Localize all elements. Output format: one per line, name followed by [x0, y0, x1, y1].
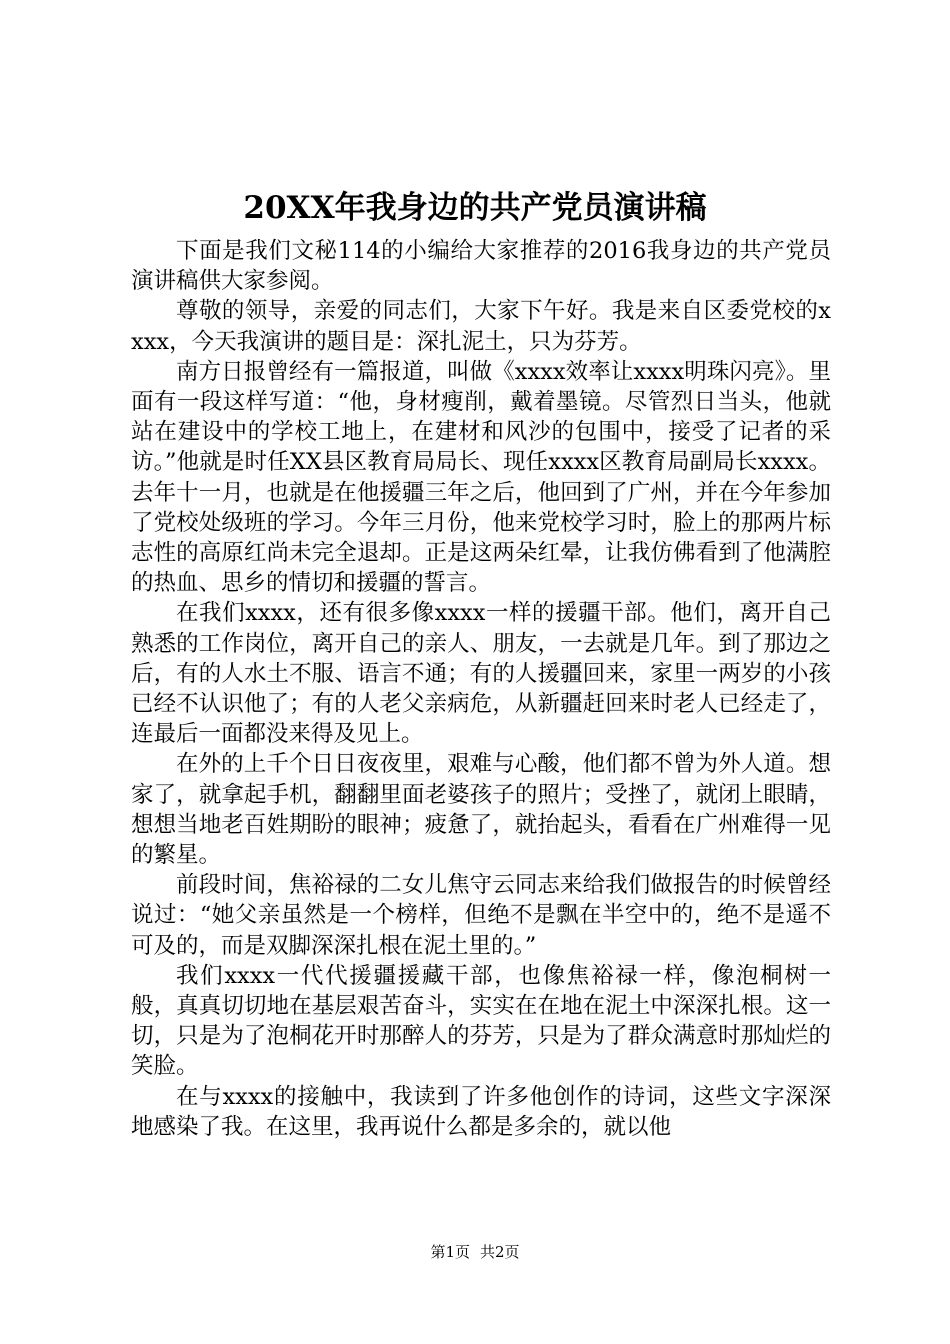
- page-footer: [0, 1242, 950, 1262]
- paragraph-xinjiang-cadres: 在我们xxxx，还有很多像xxxx一样的援疆干部。他们，离开自己熟悉的工作岗位，离开自己的亲人、朋友，一去就是几年。到了那边之后，有的人水土不服、语言不通；有的人援疆回来，家里一两岁的小孩已经不认识他了；有的人老父亲病危，从新疆赶回来时老人已经走了，连最后一面都没来得及见上。: [131, 600, 831, 748]
- paragraph-hardships: 在外的上千个日日夜夜里，艰难与心酸，他们都不曾为外人道。想家了，就拿起手机，翻翻里面老婆孩子的照片；受挫了，就闭上眼睛，想想当地老百姓期盼的眼神；疲惫了，就抬起头，看看在广州难得一见的繁星。: [131, 751, 831, 869]
- document-body: [131, 236, 831, 1142]
- paragraph-news-report: 南方日报曾经有一篇报道，叫做《xxxx效率让xxxx明珠闪亮》。里面有一段这样写道：“他，身材瘦削，戴着墨镜。尽管烈日当头，他就站在建设中的学校工地上，在建材和风沙的包围中，接受了记者的采访。”他就是时任XX县区教育局局长、现任xxxx区教育局副局长xxxx。去年十一月，也就是在他援疆三年之后，他回到了广州，并在今年参加了党校处级班的学习。今年三月份，他来党校学习时，脸上的那两片标志性的高原红尚未完全退却。正是这两朵红晕，让我仿佛看到了他满腔的热血、思乡的情切和援疆的誓言。: [131, 358, 831, 597]
- document-title: 20XX年我身边的共产党员演讲稿: [243, 190, 707, 226]
- page-number-total: 共2页: [480, 1243, 520, 1261]
- paragraph-poems: 在与xxxx的接触中，我读到了许多他创作的诗词，这些文字深深地感染了我。在这里，我再说什么都是多余的，就以他: [131, 1083, 831, 1140]
- paragraph-rooted: 我们xxxx一代代援疆援藏干部，也像焦裕禄一样，像泡桐树一般，真真切切地在基层艰苦奋斗，实实在在地在泥土中深深扎根。这一切，只是为了泡桐花开时那醉人的芬芳，只是为了群众满意时那灿烂的笑脸。: [131, 962, 831, 1080]
- paragraph-intro: 下面是我们文秘114的小编给大家推荐的2016我身边的共产党员演讲稿供大家参阅。: [131, 238, 831, 295]
- paragraph-jiao-yulu: 前段时间，焦裕禄的二女儿焦守云同志来给我们做报告的时候曾经说过：“她父亲虽然是一个榜样，但绝不是飘在半空中的，绝不是遥不可及的，而是双脚深深扎根在泥土里的。”: [131, 872, 831, 959]
- paragraph-greeting: 尊敬的领导，亲爱的同志们，大家下午好。我是来自区委党校的xxxx，今天我演讲的题目是：深扎泥土，只为芬芳。: [131, 298, 831, 355]
- page-number-current: 第1页: [430, 1243, 470, 1261]
